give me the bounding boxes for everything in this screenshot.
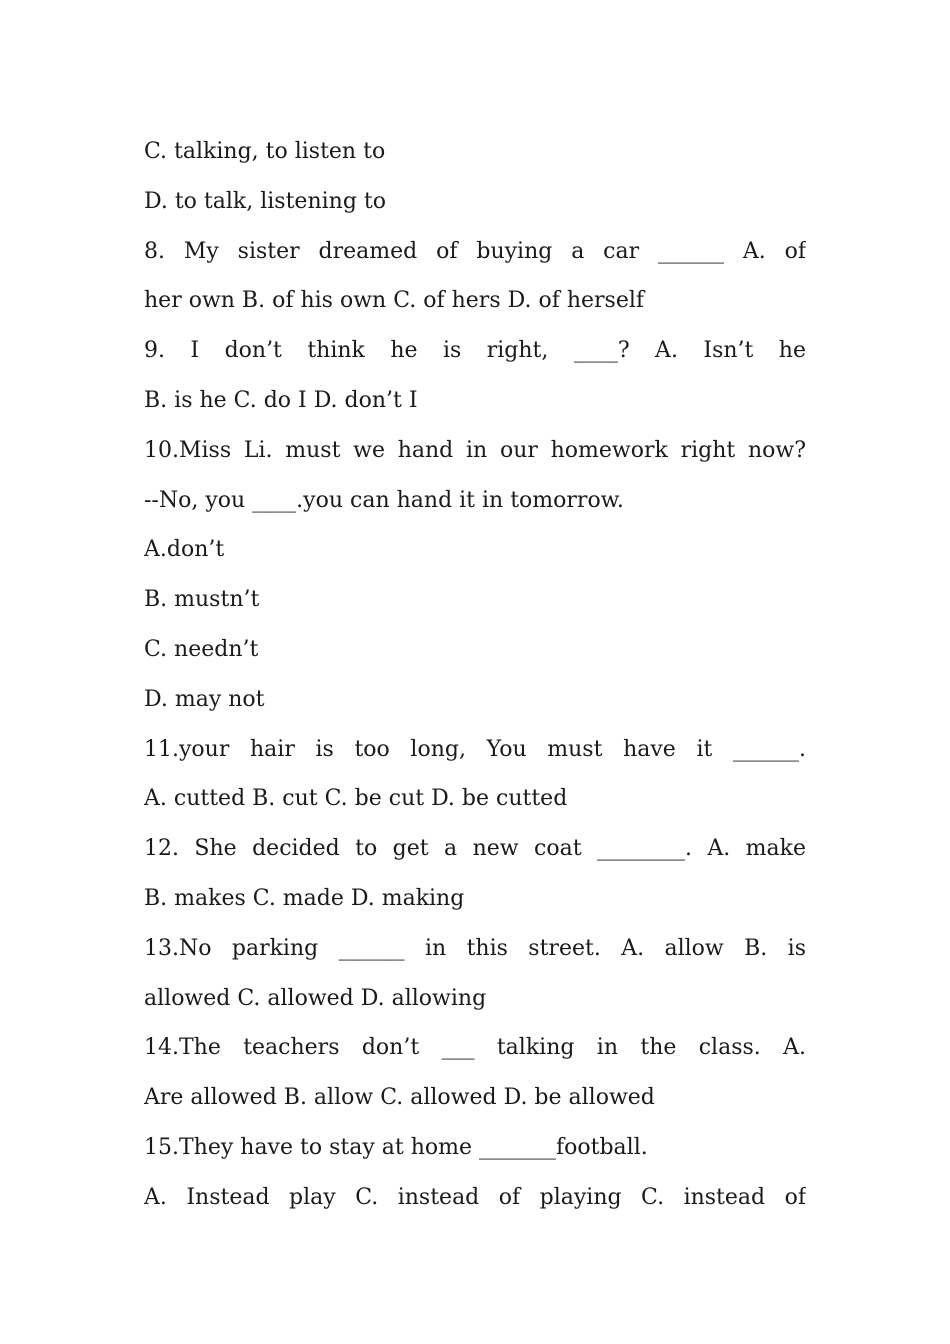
text-line: C. needn’t <box>144 636 259 662</box>
text-line: 15.They have to stay at home _______football. <box>144 1134 648 1160</box>
text-line: A. cutted B. cut C. be cut D. be cutted <box>144 786 568 812</box>
text-line: Are allowed B. allow C. allowed D. be allowed <box>144 1085 655 1111</box>
text-line: 9. I don’t think he is right, ____? A. Isn’t he <box>144 338 806 364</box>
text-line: B. mustn’t <box>144 587 260 613</box>
text-line: --No, you ____.you can hand it in tomorrow. <box>144 487 624 513</box>
text-line: D. to talk, listening to <box>144 188 386 214</box>
text-line: C. talking, to listen to <box>144 139 386 164</box>
document-body <box>144 127 806 1223</box>
text-line: 14.The teachers don’t ___ talking in the class. A. <box>144 1035 806 1061</box>
text-line: A. Instead play C. instead of playing C. instead of <box>144 1184 806 1210</box>
text-line: 12. She decided to get a new coat ________. A. make <box>144 836 806 862</box>
text-line: 10.Miss Li. must we hand in our homework right now? <box>144 437 806 463</box>
text-line: A.don’t <box>144 537 225 563</box>
text-line: her own B. of his own C. of hers D. of herself <box>144 288 645 314</box>
text-line: 8. My sister dreamed of buying a car ______ A. of <box>144 238 806 264</box>
text-line: D. may not <box>144 686 265 712</box>
text-line: B. makes C. made D. making <box>144 885 465 911</box>
text-line: allowed C. allowed D. allowing <box>144 985 487 1011</box>
text-line: 13.No parking ______ in this street. A. allow B. is <box>144 935 806 961</box>
text-line: 11.your hair is too long, You must have it ______. <box>144 736 806 762</box>
text-line: B. is he C. do I D. don’t I <box>144 387 418 413</box>
